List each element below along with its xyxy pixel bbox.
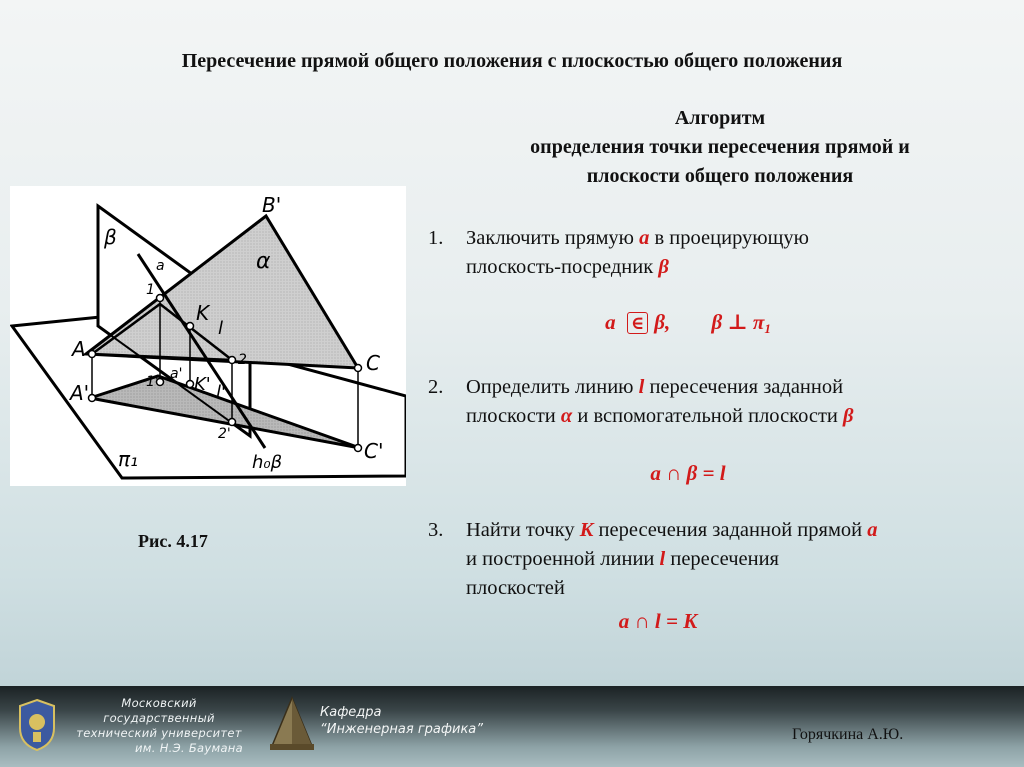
- label-A-prime: A': [70, 381, 90, 405]
- step-line: [466, 516, 1008, 545]
- step-text: пересечения заданной прямой: [593, 519, 868, 541]
- point-2-prime: [229, 419, 236, 426]
- university-name-line: технический университет: [76, 726, 242, 740]
- step-text: Заключить прямую: [466, 227, 640, 249]
- element-of-icon: ∈: [627, 312, 648, 334]
- algorithm-heading-line: определения точки пересечения прямой и: [530, 136, 910, 158]
- step-number: 1.: [428, 227, 444, 249]
- algorithm-heading: [450, 104, 990, 191]
- department-name-line: Кафедра: [320, 705, 382, 720]
- variable-l: l: [659, 548, 666, 570]
- formula-symbol: β,: [654, 310, 671, 334]
- algorithm-heading-line: плоскости общего положения: [586, 165, 854, 187]
- step-text: и построенной линии: [466, 548, 660, 570]
- formula-symbol: a: [605, 310, 616, 334]
- label-a-prime: a': [170, 366, 183, 382]
- label-1-prime: 1': [146, 374, 159, 390]
- step-text: пересечения: [665, 548, 779, 570]
- label-B-prime: B': [262, 193, 282, 217]
- step-line: плоскостей: [466, 577, 565, 599]
- footer-bar: [0, 686, 1024, 767]
- variable-beta: β: [843, 405, 854, 427]
- university-emblem-icon: [16, 698, 58, 752]
- label-2: 2: [238, 352, 247, 368]
- author-name: Горячкина А.Ю.: [792, 726, 904, 743]
- formula-3: a ∩ l = K: [618, 609, 698, 633]
- point-C: [355, 365, 362, 372]
- point-A-prime: [89, 395, 96, 402]
- variable-K: K: [579, 519, 594, 541]
- step-number: 2.: [428, 376, 444, 398]
- label-C-prime: C': [364, 439, 384, 463]
- department-name-line: “Инженерная графика”: [320, 722, 484, 737]
- step-text: плоскости: [466, 405, 561, 427]
- label-h0beta: h₀β: [252, 452, 283, 473]
- step-text: плоскость-посредник: [466, 256, 659, 278]
- geometry-drawing: [10, 186, 406, 486]
- point-K: [187, 323, 194, 330]
- variable-a: a: [867, 519, 878, 541]
- label-C: C: [366, 351, 380, 375]
- formula-subscript: 1: [764, 321, 771, 336]
- label-K: K: [196, 301, 210, 325]
- department-logo-icon: [266, 694, 318, 754]
- formula-1: [368, 308, 1008, 343]
- step-line: [466, 224, 1008, 253]
- label-K-prime: K': [194, 374, 211, 395]
- label-2-prime: 2': [218, 426, 231, 442]
- point-K-prime: [187, 381, 194, 388]
- figure-caption: Рис. 4.17: [138, 531, 208, 551]
- label-alpha: α: [256, 249, 271, 274]
- step-line: [466, 373, 1008, 402]
- variable-alpha: α: [560, 405, 573, 427]
- step-3: [428, 516, 1008, 603]
- step-1: [428, 224, 1008, 282]
- algorithm-steps: [428, 224, 1008, 636]
- step-line: [466, 545, 1008, 574]
- step-2: [428, 373, 1008, 431]
- label-pi1: π₁: [118, 447, 139, 471]
- department-name: [320, 704, 483, 738]
- label-1: 1: [146, 282, 155, 298]
- university-name-line: им. Н.Э. Баумана: [135, 741, 243, 755]
- slide-title: Пересечение прямой общего положения с плоскостью общего положения: [181, 50, 843, 72]
- point-C-prime: [355, 445, 362, 452]
- university-name-line: Московский государственный: [103, 696, 215, 725]
- variable-a: a: [639, 227, 650, 249]
- label-l: l: [218, 318, 224, 339]
- label-beta: β: [104, 225, 117, 249]
- step-text: и вспомогательной плоскости: [572, 405, 844, 427]
- algorithm-heading-line: Алгоритм: [674, 107, 766, 129]
- label-A: A: [72, 337, 86, 361]
- formula-2: a ∩ β = l: [650, 461, 726, 485]
- point-1: [157, 295, 164, 302]
- step-text: Определить линию: [466, 376, 639, 398]
- point-A: [89, 351, 96, 358]
- figure-4-17: [10, 186, 406, 486]
- university-name: [64, 696, 254, 756]
- step-line: [466, 253, 1008, 282]
- point-2: [229, 357, 236, 364]
- label-a: a: [156, 258, 165, 274]
- step-number: 3.: [428, 519, 444, 541]
- variable-l: l: [638, 376, 645, 398]
- step-text: в проецирующую: [649, 227, 809, 249]
- label-l-prime: l': [216, 382, 226, 403]
- step-line: [466, 402, 1008, 431]
- step-text: пересечения заданной: [644, 376, 844, 398]
- formula-symbol: β ⊥ π: [711, 310, 765, 334]
- step-text: Найти точку: [466, 519, 580, 541]
- variable-beta: β: [658, 256, 669, 278]
